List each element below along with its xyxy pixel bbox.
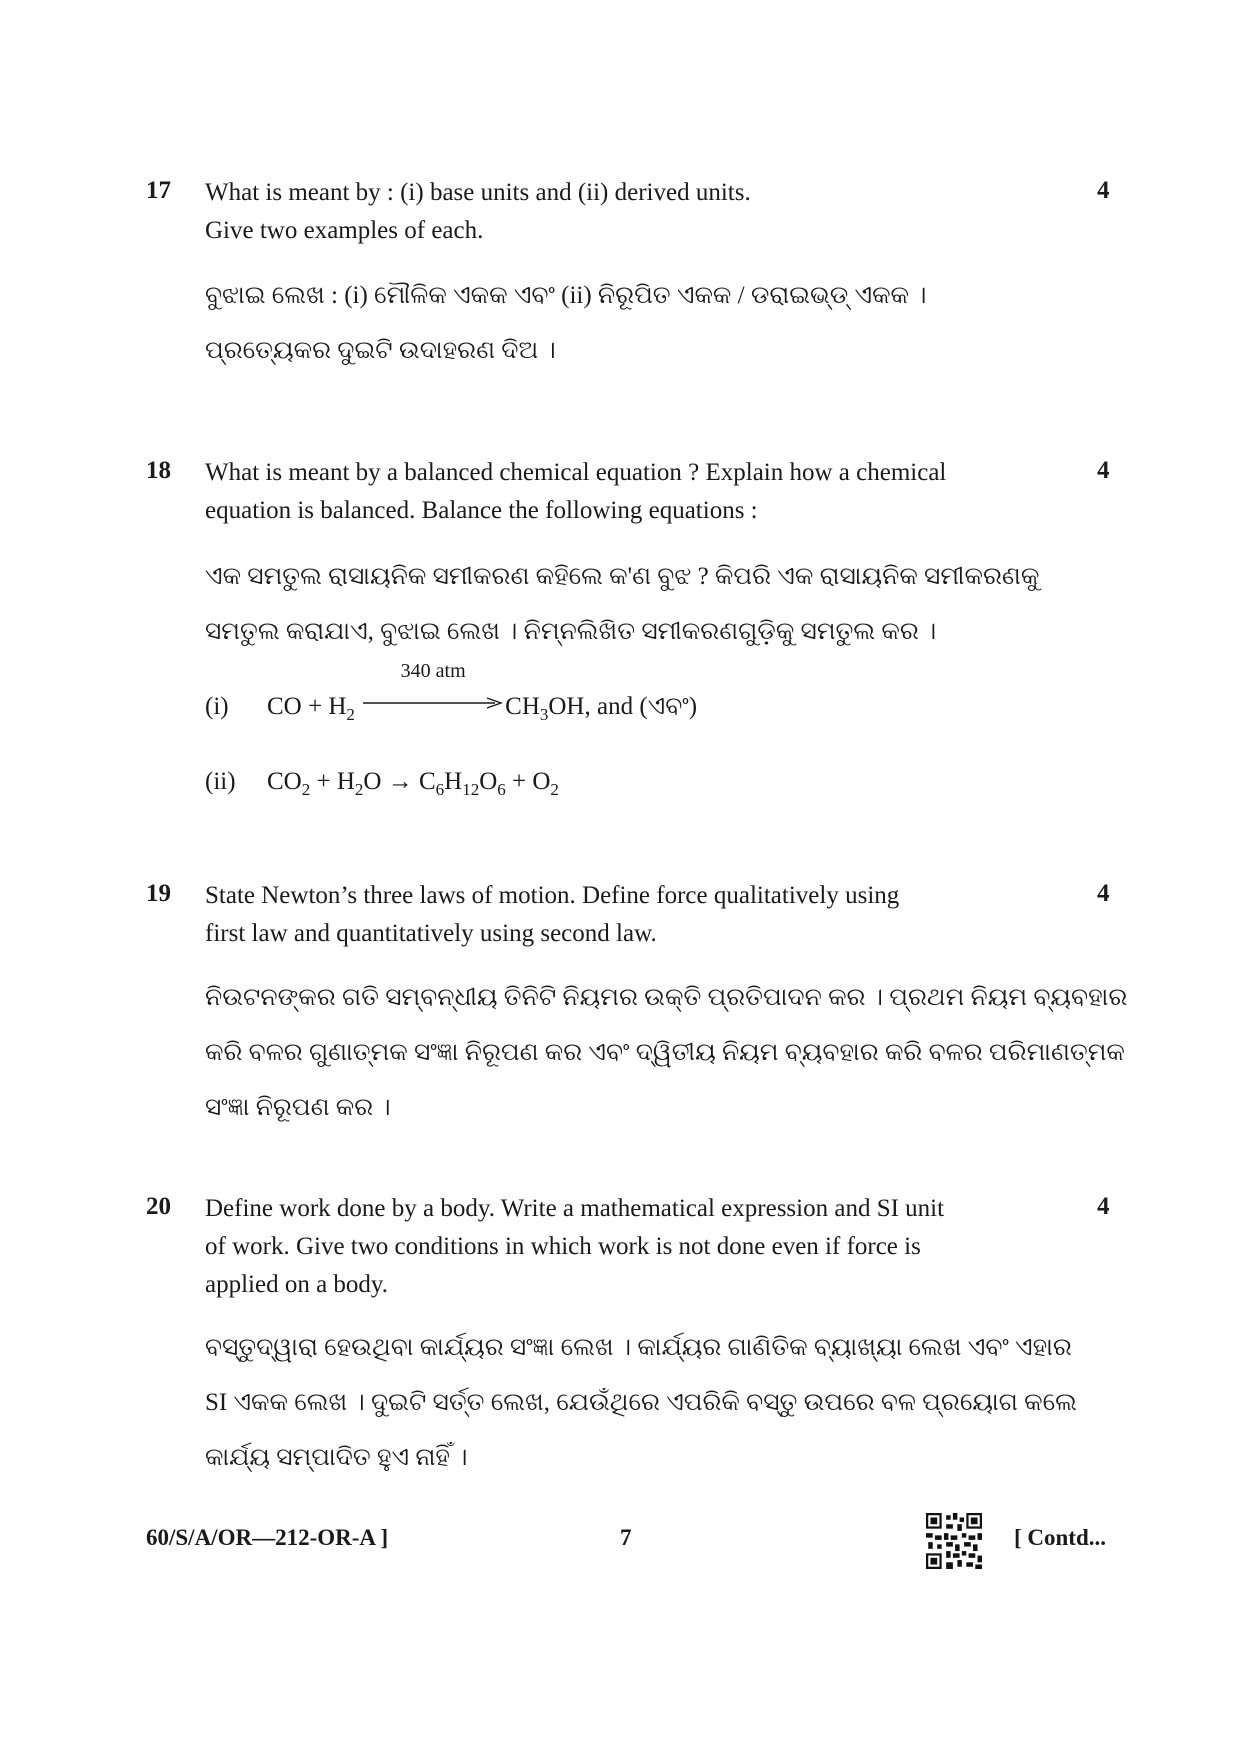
text-line: କରି ବଳର ଗୁଣାତ୍ମକ ସଂଜ୍ଞା ନିରୂପଣ କର ଏବଂ ଦ୍ୱିତୀୟ ନିୟମ ବ୍ୟବହାର କରି ବଳର ପରିମାଣତ୍ମକ — [205, 1039, 1125, 1066]
question-text-english — [205, 1190, 1055, 1304]
reaction-condition: 340 atm — [400, 660, 466, 682]
text-line: ବସ୍ତୁଦ୍ୱାରା ହେଉଥିବା କାର୍ଯ୍ୟର ସଂଜ୍ଞା ଲେଖ । କାର୍ଯ୍ୟର ଗାଣିତିକ ବ୍ୟାଖ୍ୟା ଲେଖ ଏବଂ ଏହାର — [205, 1334, 1072, 1361]
text-line: What is meant by a balanced chemical equation ? Explain how a chemical — [205, 459, 947, 486]
text-line: ପ୍ରତ୍ୟେକର ଦୁଇଟି ଉଦାହରଣ ଦିଅ । — [205, 337, 556, 364]
question-marks: 4 — [1097, 457, 1110, 484]
question-text-english — [205, 454, 1055, 530]
paper-code: 60/S/A/OR—212-OR-A ] — [146, 1525, 389, 1550]
equation-label: (i) — [205, 693, 229, 720]
text-line: ସମତୁଲ କରାଯାଏ, ବୁଝାଇ ଲେଖ । ନିମ୍ନଲିଖିତ ସମୀକରଣଗୁଡ଼ିକୁ ସମତୁଲ କର । — [205, 618, 937, 645]
question-number: 20 — [146, 1193, 171, 1220]
text-line: What is meant by : (i) base units and (ii) derived units. — [205, 179, 751, 206]
question-number: 19 — [146, 880, 171, 907]
text-line: State Newton’s three laws of motion. Define force qualitatively using — [205, 882, 900, 909]
text-line: SI ଏକକ ଲେଖ । ଦୁଇଟି ସର୍ତ୍ତ ଲେଖ, ଯେଉଁଥିରେ ଏପରିକି ବସ୍ତୁ ଉପରେ ବଳ ପ୍ରୟୋଗ କଲେ — [205, 1389, 1077, 1416]
equation-body: $CO_2 + H_2O \to C_6H_{12}O_6 + O_2$ — [267, 768, 559, 799]
question-number: 17 — [146, 177, 171, 204]
equation-2 — [205, 768, 559, 799]
text-line: ସଂଜ୍ଞା ନିରୂପଣ କର । — [205, 1094, 391, 1121]
text-line: Define work done by a body. Write a mathematical expression and SI unit — [205, 1195, 945, 1222]
reaction-arrow — [363, 660, 503, 716]
question-text-odia — [205, 970, 1128, 1135]
text-line: ନିଉଟନଙ୍କର ଗତି ସମ୍ବନ୍ଧୀୟ ତିନିଟି ନିୟମର ଉକ୍ତି ପ୍ରତିପାଦନ କର । ପ୍ରଥମ ନିୟମ ବ୍ୟବହାର — [205, 984, 1128, 1011]
equation-reactants: CO + $H_2$ — [267, 693, 355, 724]
text-line: equation is balanced. Balance the following equations : — [205, 497, 758, 524]
text-line: first law and quantitatively using second law. — [205, 920, 657, 947]
question-number: 18 — [146, 457, 171, 484]
text-line: Give two examples of each. — [205, 217, 484, 244]
question-marks: 4 — [1097, 880, 1110, 907]
equation-products: $CH_3OH$ — [505, 693, 585, 724]
question-marks: 4 — [1097, 1193, 1110, 1220]
question-text-english — [205, 877, 1055, 953]
question-text-odia — [205, 268, 1125, 378]
question-text-odia — [205, 549, 1125, 659]
question-marks: 4 — [1097, 177, 1110, 204]
equation-label: (ii) — [205, 768, 236, 795]
qr-code-icon — [926, 1513, 982, 1569]
question-text-english — [205, 174, 1055, 250]
text-line: applied on a body. — [205, 1271, 389, 1298]
equation-tail: , and (ଏବଂ) — [584, 693, 698, 720]
arrow-icon — [363, 696, 503, 710]
page-number: 7 — [620, 1525, 632, 1550]
question-text-odia — [205, 1320, 1125, 1485]
equation-1 — [205, 660, 698, 724]
text-line: ବୁଝାଇ ଲେଖ : (i) ମୌଳିକ ଏକକ ଏବଂ (ii) ନିରୂପିତ ଏକକ / ଡରାଇଭ୍‌ଡ୍ ଏକକ । — [205, 282, 927, 309]
text-line: of work. Give two conditions in which work is not done even if force is — [205, 1233, 921, 1260]
text-line: କାର୍ଯ୍ୟ ସମ୍ପାଦିତ ହୁଏ ନାହିଁ । — [205, 1444, 468, 1471]
text-line: ଏକ ସମତୁଲ ରାସାୟନିକ ସମୀକରଣ କହିଲେ କ'ଣ ବୁଝ ? କିପରି ଏକ ରାସାୟନିକ ସମୀକରଣକୁ — [205, 563, 1040, 590]
continued-label: [ Contd... — [1014, 1525, 1107, 1550]
